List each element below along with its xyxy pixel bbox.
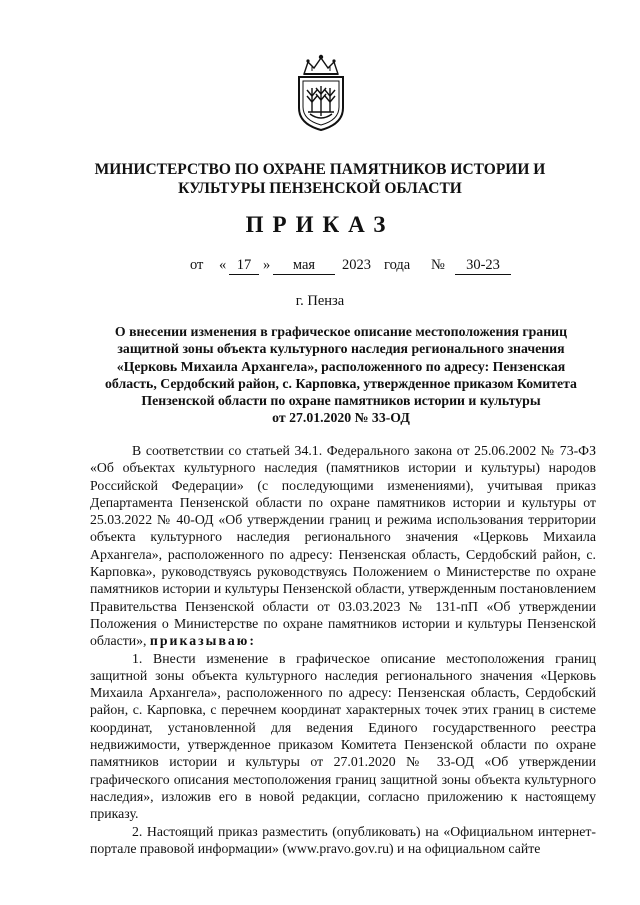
date-year: 2023 bbox=[342, 257, 371, 273]
date-month: мая bbox=[273, 257, 335, 275]
order-item-1: 1. Внести изменение в графическое описание местоположения границ защитной зоны объекта культурного наследия регионального значения «Церковь Михаила Архангела», расположенного по адресу: Пензенская область, Сердобский район, с. Карповка, с перечнем координат характерных точек этих границ в системе координат, установленной для ведения Единого государственного реестра недвижимости, утвержденное приказом Комитета Пензенской области по охране памятников истории и культуры от 27.01.2020 № 33-ОД «Об утверждении графического описания местоположения границ защитной зоны объекта культурного наследия», изложив его в новой редакции, согласно приложению к настоящему приказу. bbox=[90, 650, 596, 822]
penza-coat-of-arms-icon bbox=[290, 52, 352, 132]
subject-line: О внесении изменения в графическое описание местоположения границ bbox=[114, 324, 568, 339]
document-title: ПРИКАЗ bbox=[245, 212, 395, 237]
ministry-name-line2: КУЛЬТУРЫ ПЕНЗЕНСКОЙ ОБЛАСТИ bbox=[178, 180, 462, 197]
date-year-word: года bbox=[384, 257, 411, 273]
preamble-paragraph bbox=[90, 442, 596, 650]
subject-line: от 27.01.2020 № 33-ОД bbox=[272, 410, 410, 426]
preamble-text: В соответствии со статьей 34.1. Федерального закона от 25.06.2002 № 73-ФЗ «Об объектах культурного наследия (памятников истории и культуры) народов Российской Федерации» (с последующими изменениями), учитывая приказ Департамента Пензенской области по охране памятников истории и культуры от 25.03.2022 № 40-ОД «Об утверждении границ и режима использования территории объекта культурного наследия регионального значения «Церковь Михаила Архангела», расположенного по адресу: Пензенская область, Сердобский район, с. Карповка», руководствуясь руководствуясь Положением о Министерстве по охране памятников истории и культуры Пензенской области, утвержденным постановлением Правительства Пензенской области от 03.03.2023 № 131-пП «Об утверждении Положения о Министерстве по охране памятников истории и культуры Пензенской области», bbox=[90, 443, 596, 649]
date-prefix: от bbox=[190, 257, 204, 273]
date-day: 17 bbox=[229, 257, 259, 275]
order-subject bbox=[88, 323, 594, 427]
quote-close: » bbox=[263, 257, 271, 273]
ministry-name bbox=[60, 160, 580, 198]
subject-line: Пензенской области по охране памятников истории и культуры bbox=[141, 393, 541, 409]
order-item-2: 2. Настоящий приказ разместить (опубликовать) на «Официальном интернет-портале правовой информации» (www.pravo.gov.ru) и на официальном сайте bbox=[90, 823, 596, 856]
subject-line: защитной зоны объекта культурного наследия регионального значения bbox=[117, 341, 565, 357]
subject-line: «Церковь Михаила Архангела», расположенного по адресу: Пензенская bbox=[116, 358, 566, 374]
order-body bbox=[90, 442, 596, 857]
quote-open: « bbox=[219, 257, 227, 273]
document-number: 30-23 bbox=[455, 257, 511, 275]
ministry-name-line1: МИНИСТЕРСТВО ПО ОХРАНЕ ПАМЯТНИКОВ ИСТОРИИ И bbox=[94, 161, 546, 178]
city: г. Пенза bbox=[295, 293, 345, 309]
number-sign: № bbox=[431, 257, 445, 273]
date-number-line bbox=[0, 257, 640, 277]
subject-line: область, Сердобский район, с. Карповка, утвержденное приказом Комитета bbox=[105, 375, 577, 391]
order-word: приказываю: bbox=[149, 633, 256, 649]
